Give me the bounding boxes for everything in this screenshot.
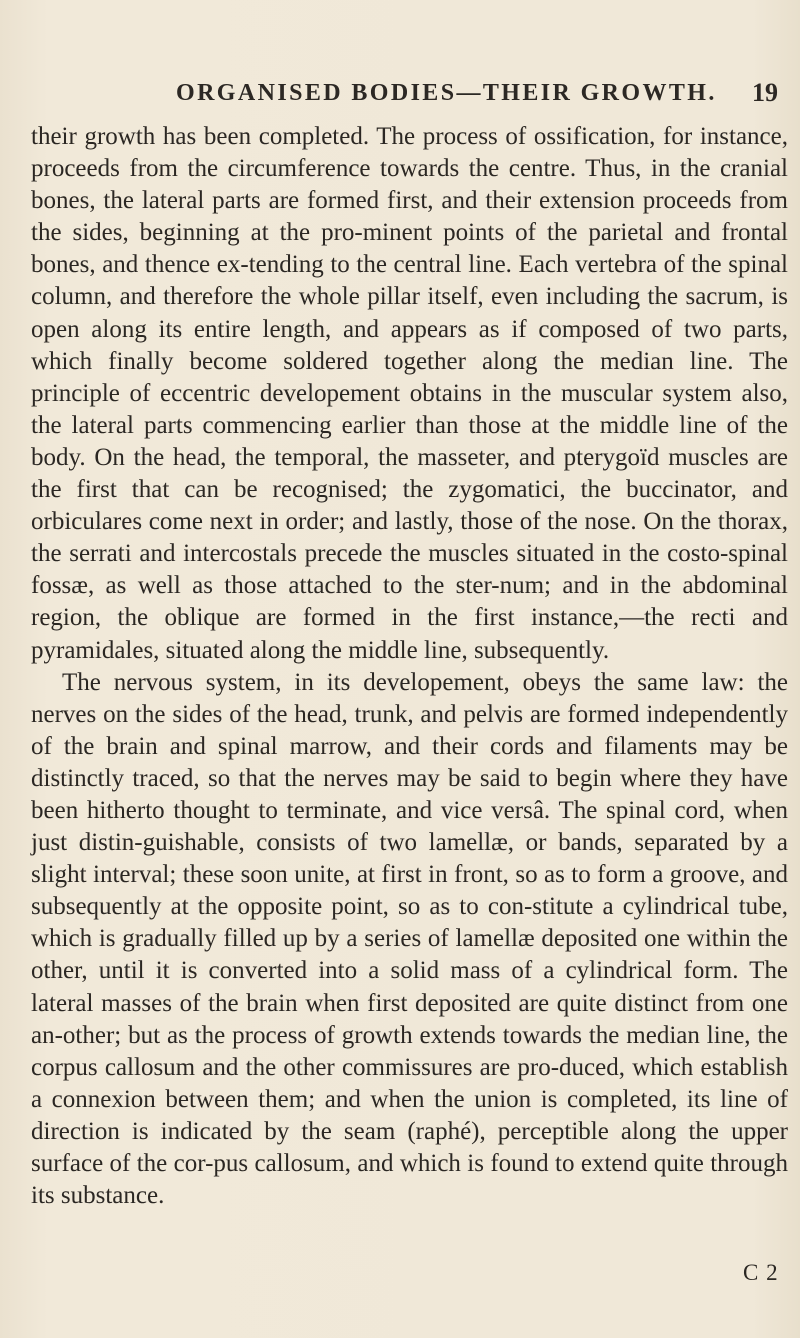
- paragraph-nervous-system: The nervous system, in its developement, obeys the same law: the nerves on the sides of the head, trunk, and pelvis are formed independently of the brain and spinal marrow, and their cords and filaments may be distinctly traced, so that the nerves may be said to begin where they have been hitherto thought to terminate, and vice versâ. The spinal cord, when just distin-guishable, consists of two lamellæ, or bands, separated by a slight interval; these soon unite, at first in front, so as to form a groove, and subsequently at the opposite point, so as to con-stitute a cylindrical tube, which is gradually filled up by a series of lamellæ deposited one within the other, until it is converted into a solid mass of a cylindrical form. The lateral masses of the brain when first deposited are quite distinct from one an-other; but as the process of growth extends towards the median line, the corpus callosum and the other commissures are pro-duced, which establish a connexion between them; and when the union is completed, its line of direction is indicated by the seam (raphé), perceptible along the upper surface of the cor-pus callosum, and which is found to extend quite through its substance.: [31, 668, 788, 1210]
- paragraph-ossification: their growth has been completed. The process of ossification, for instance, proceeds from the circumference towards the centre. Thus, in the cranial bones, the lateral parts are formed first, and their extension proceeds from the sides, beginning at the pro-minent points of the parietal and frontal bones, and thence ex-tending to the central line. Each vertebra of the spinal column, and therefore the whole pillar itself, even including the sacrum, is open along its entire length, and appears as if composed of two parts, which finally become soldered together along the median line. The principle of eccentric developement obtains in the muscular system also, the lateral parts commencing earlier than those at the middle line of the body. On the head, the temporal, the masseter, and pterygoïd muscles are the first that can be recognised; the zygomatici, the buccinator, and orbiculares come next in order; and lastly, those of the nose. On the thorax, the serrati and intercostals precede the muscles situated in the costo-spinal fossæ, as well as those attached to the ster-num; and in the abdominal region, the oblique are formed in the first instance,—the recti and pyramidales, situated along the middle line, subsequently.: [31, 123, 788, 664]
- running-title: ORGANISED BODIES—THEIR GROWTH.: [176, 80, 717, 106]
- signature-mark: C 2: [743, 1260, 779, 1285]
- body-text: [31, 121, 788, 1212]
- page-header: [0, 80, 800, 120]
- page-number: 19: [752, 78, 778, 107]
